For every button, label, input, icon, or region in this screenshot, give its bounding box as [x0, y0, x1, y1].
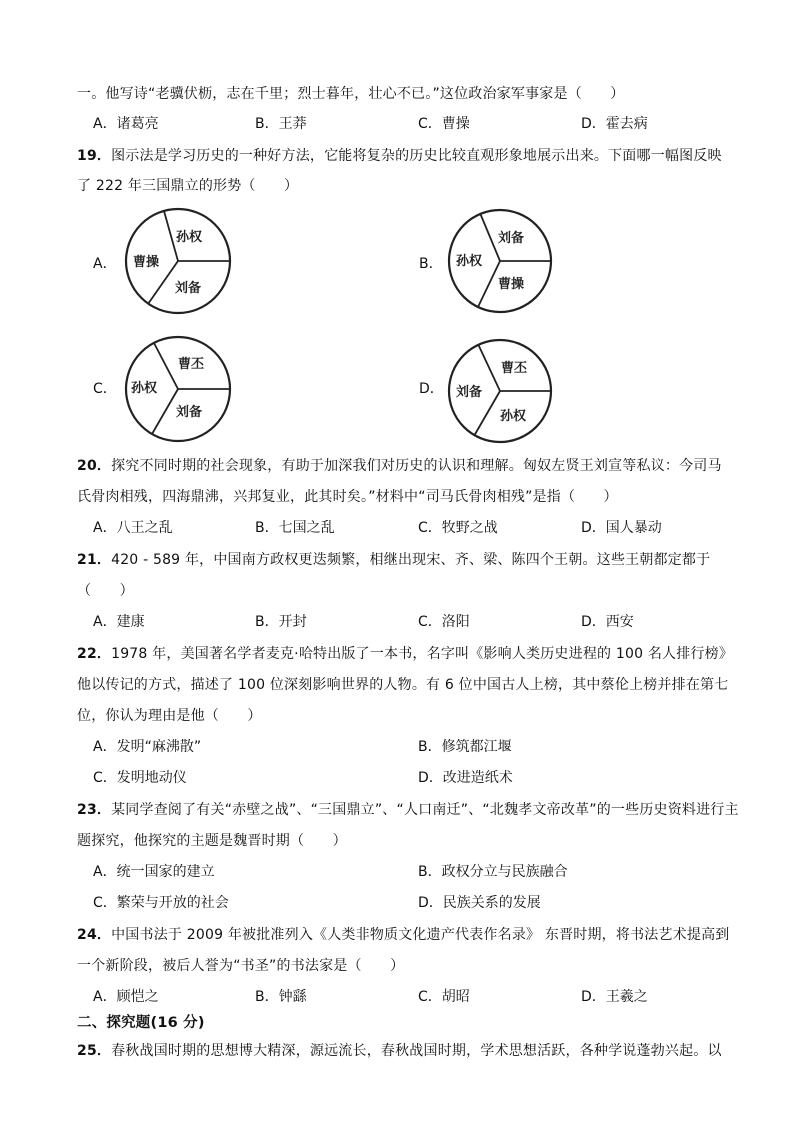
q21-line-1 [77, 550, 710, 570]
q21-number: 21． [77, 552, 112, 568]
q19-line-1 [77, 146, 722, 166]
q20-line-2: 氏骨肉相残，四海鼎沸，兴邦复业，此其时矣。”材料中“司马氏骨肉相残”是指（ ） [77, 489, 618, 505]
q25-number: 25． [77, 1043, 112, 1059]
q22-number: 22． [77, 646, 112, 662]
q19-pie-c-label-3: 刘备 [176, 405, 203, 420]
q20-number: 20． [77, 458, 112, 474]
q18-option-b: B．王莽 [255, 116, 307, 132]
q19-option-b-letter: B． [419, 256, 443, 272]
q18-option-c: C．曹操 [418, 116, 470, 132]
q22-line-2: 他以传记的方式，描述了 100 位深刻影响世界的人物。有 6 位中国古人上榜，其中蔡伦上榜并排在第七 [77, 677, 729, 693]
q19-option-c-letter: C． [93, 381, 117, 397]
q19-pie-a-label-2: 曹操 [133, 255, 160, 270]
q24-line-2: 一个新阶段，被后人誉为“书圣”的书法家是（ ） [77, 958, 405, 974]
q20-option-b: B．七国之乱 [255, 520, 335, 536]
q18-option-a: A．诸葛亮 [93, 116, 159, 132]
section-2-title: 二、探究题(16 分) [77, 1015, 205, 1031]
q24-option-c: C．胡昭 [418, 989, 470, 1005]
q19-pie-d-label-3: 孙权 [500, 409, 527, 424]
q22-line-3: 位，你认为理由是他（ ） [77, 708, 262, 724]
q19-option-a-letter: A． [93, 256, 117, 272]
q23-option-d: D．民族关系的发展 [418, 895, 541, 911]
q21-text-1: 420 - 589 年，中国南方政权更迭频繁，相继出现宋、齐、梁、陈四个王朝。这些王朝都定都于 [111, 552, 711, 568]
q23-text-1: 某同学查阅了有关“赤壁之战”、“三国鼎立”、“人口南迁”、“北魏孝文帝改革”的一些历史资料进行主 [111, 802, 739, 818]
q19-pie-b-label-1: 刘备 [498, 231, 525, 246]
q25-line-1 [77, 1041, 722, 1061]
q21-option-a: A．建康 [93, 614, 145, 630]
q25-text-1: 春秋战国时期的思想博大精深，源远流长，春秋战国时期，学术思想活跃，各种学说蓬勃兴起。以 [111, 1043, 722, 1059]
q19-line-2: 了 222 年三国鼎立的形势（ ） [77, 178, 299, 194]
q23-line-1 [77, 800, 739, 820]
q20-text-1: 探究不同时期的社会现象，有助于加深我们对历史的认识和理解。匈奴左贤王刘宣等私议：今司马 [111, 458, 722, 474]
q22-option-b: B．修筑都江堰 [418, 739, 512, 755]
q21-option-c: C．洛阳 [418, 614, 470, 630]
q20-line-1 [77, 456, 722, 476]
q19-pie-d-label-2: 刘备 [456, 385, 483, 400]
q24-number: 24． [77, 927, 112, 943]
q18-stem: 一。他写诗“老骥伏枥，志在千里；烈士暮年，壮心不已。”这位政治家军事家是（ ） [77, 86, 625, 102]
q19-pie-d [444, 336, 556, 446]
q19-pie-a-label-1: 孙权 [176, 230, 203, 245]
q19-pie-c-label-2: 孙权 [131, 381, 158, 396]
q22-option-a: A．发明“麻沸散” [93, 739, 202, 755]
q22-option-d: D．改进造纸术 [418, 770, 513, 786]
q21-line-2: （ ） [77, 583, 134, 599]
q21-option-b: B．开封 [255, 614, 307, 630]
q19-pie-a [120, 206, 236, 316]
q22-text-1: 1978 年，美国著名学者麦克·哈特出版了一本书，名字叫《影响人类历史进程的 100 名人排行榜》 [111, 646, 734, 662]
q19-pie-d-label-1: 曹丕 [501, 361, 528, 376]
q23-option-a: A．统一国家的建立 [93, 864, 215, 880]
q19-text-1: 图示法是学习历史的一种好方法，它能将复杂的历史比较直观形象地展示出来。下面哪一幅图反映 [111, 148, 722, 164]
q24-line-1 [77, 925, 729, 945]
q19-option-d-letter: D． [419, 381, 444, 397]
q19-number: 19． [77, 148, 112, 164]
q18-option-d: D．霍去病 [581, 116, 648, 132]
q23-option-c: C．繁荣与开放的社会 [93, 895, 229, 911]
q19-pie-b-label-3: 曹操 [498, 277, 525, 292]
q24-option-a: A．顾恺之 [93, 989, 159, 1005]
q19-pie-c [120, 334, 236, 444]
q20-option-c: C．牧野之战 [418, 520, 498, 536]
q24-option-b: B．钟繇 [255, 989, 307, 1005]
q21-option-d: D．西安 [581, 614, 634, 630]
q22-line-1 [77, 644, 733, 664]
q19-pie-b-label-2: 孙权 [456, 254, 483, 269]
q23-line-2: 题探究，他探究的主题是魏晋时期（ ） [77, 833, 347, 849]
q19-pie-a-label-3: 刘备 [175, 281, 202, 296]
q23-number: 23． [77, 802, 112, 818]
q19-pie-b [444, 206, 556, 316]
q19-pie-c-label-1: 曹丕 [178, 357, 205, 372]
q23-option-b: B．政权分立与民族融合 [418, 864, 568, 880]
q24-option-d: D．王羲之 [581, 989, 648, 1005]
q20-option-a: A．八王之乱 [93, 520, 173, 536]
q22-option-c: C．发明地动仪 [93, 770, 187, 786]
q20-option-d: D．国人暴动 [581, 520, 662, 536]
q24-text-1: 中国书法于 2009 年被批准列入《人类非物质文化遗产代表作名录》 东晋时期，将书法艺术提高到 [111, 927, 730, 943]
